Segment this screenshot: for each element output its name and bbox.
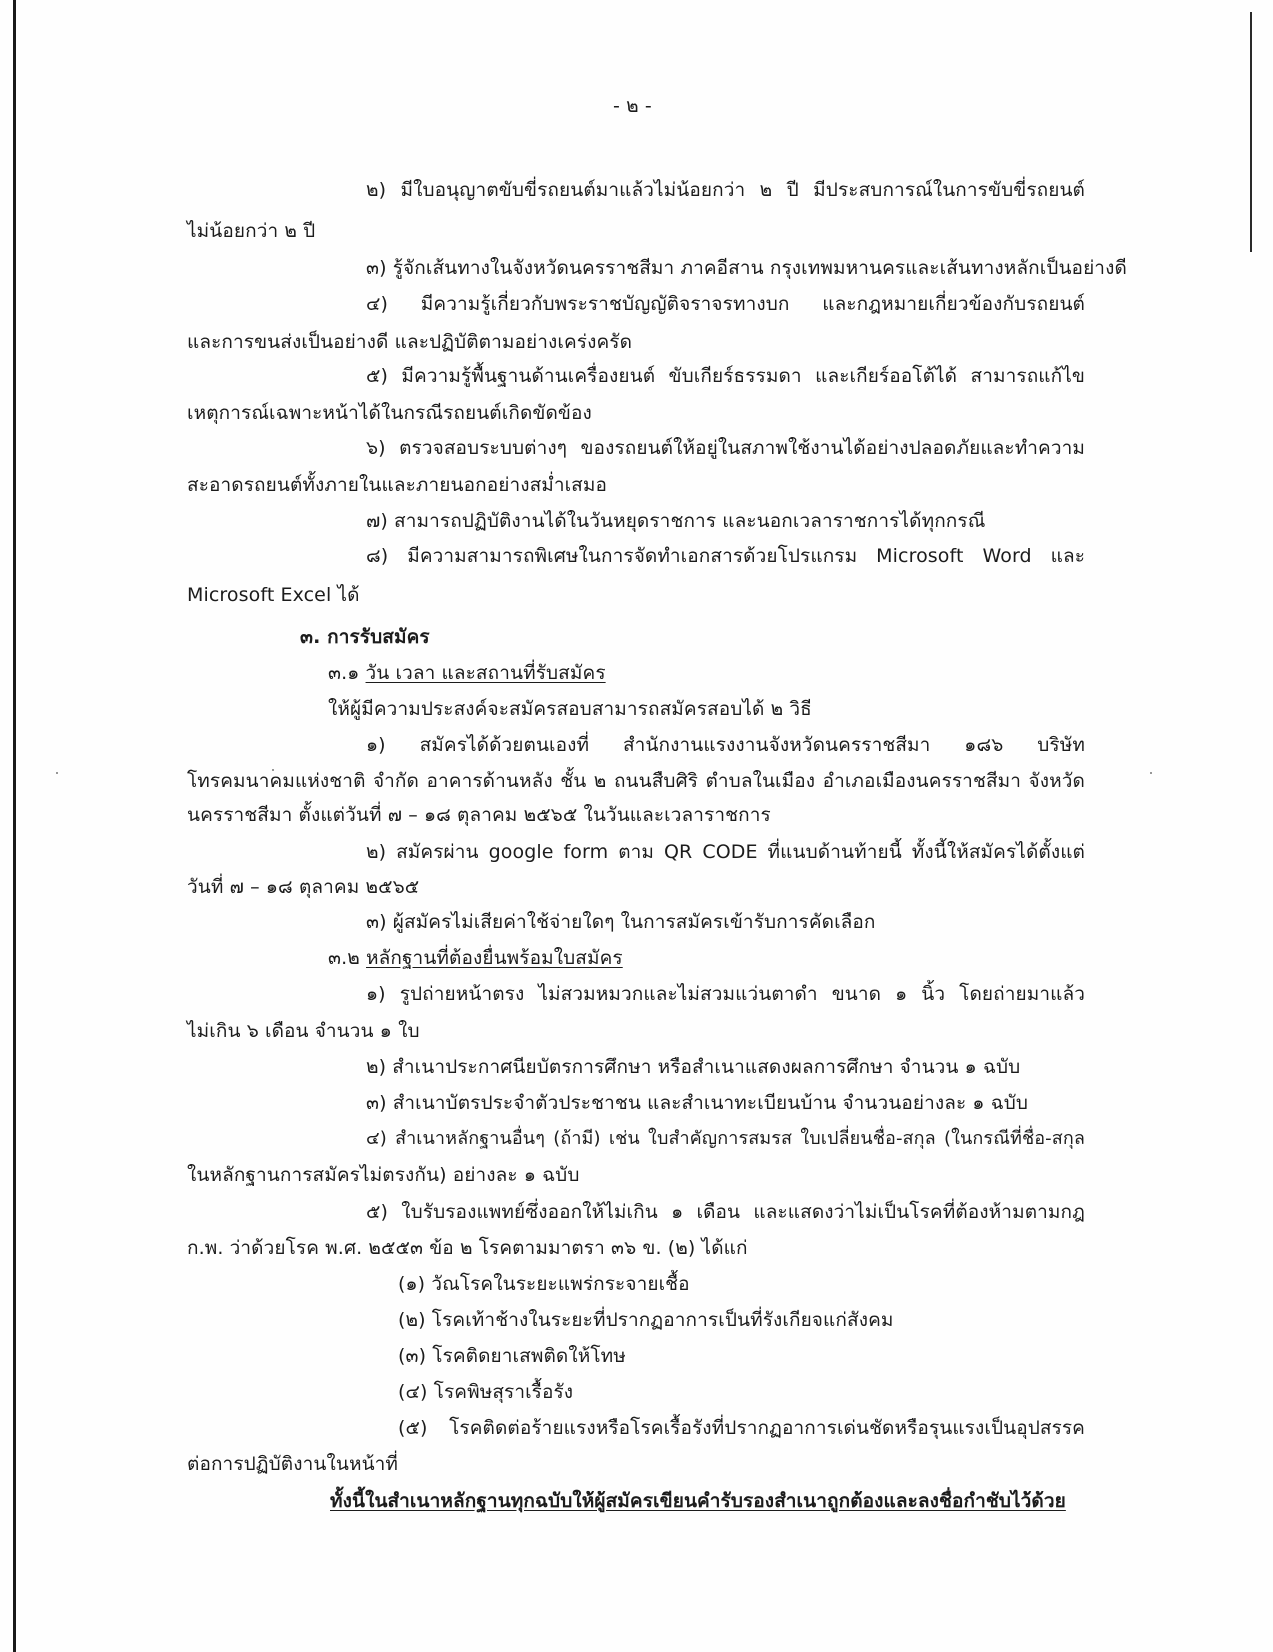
page-number: - ๒ -	[613, 95, 652, 117]
item-4-line-1: ๔) มีความรู้เกี่ยวกับพระราชบัญญัติจราจรทางบก และกฎหมายเกี่ยวข้องกับรถยนต์	[366, 293, 1085, 315]
disease-2: (๒) โรคเท้าช้างในระยะที่ปรากฏอาการเป็นที่รังเกียจแก่สังคม	[398, 1309, 894, 1331]
subsection-3-1-heading	[328, 660, 606, 686]
item-6-line-1: ๖) ตรวจสอบระบบต่างๆ ของรถยนต์ให้อยู่ในสภาพใช้งานได้อย่างปลอดภัยและทำความ	[366, 437, 1085, 459]
item-2-line-1: ๒) มีใบอนุญาตขับขี่รถยนต์มาแล้วไม่น้อยกว่า ๒ ปี มีประสบการณ์ในการขับขี่รถยนต์	[366, 179, 1085, 201]
doc-4-line-2: ในหลักฐานการสมัครไม่ตรงกัน) อย่างละ ๑ ฉบับ	[187, 1164, 580, 1186]
subsection-3-1-title: วัน เวลา และสถานที่รับสมัคร	[365, 662, 606, 684]
item-2-line-2: ไม่น้อยกว่า ๒ ปี	[187, 220, 316, 242]
item-8-line-2: Microsoft Excel ได้	[187, 584, 360, 606]
apply-3-line-1: ๓) ผู้สมัครไม่เสียค่าใช้จ่ายใดๆ ในการสมัครเข้ารับการคัดเลือก	[366, 911, 876, 933]
item-6-line-2: สะอาดรถยนต์ทั้งภายในและภายนอกอย่างสม่ำเสมอ	[187, 474, 608, 496]
disease-5-continued: ต่อการปฏิบัติงานในหน้าที่	[187, 1453, 399, 1475]
apply-intro: ให้ผู้มีความประสงค์จะสมัครสอบสามารถสมัครสอบได้ ๒ วิธี	[328, 698, 812, 720]
item-8-line-1: ๘) มีความสามารถพิเศษในการจัดทำเอกสารด้วยโปรแกรม Microsoft Word และ	[366, 545, 1085, 567]
disease-4: (๔) โรคพิษสุราเรื้อรัง	[398, 1381, 574, 1403]
section-3-heading: ๓. การรับสมัคร	[300, 626, 430, 648]
scan-left-edge	[13, 0, 16, 1652]
doc-5-line-1: ๕) ใบรับรองแพทย์ซึ่งออกให้ไม่เกิน ๑ เดือน และแสดงว่าไม่เป็นโรคที่ต้องห้ามตามกฎ	[366, 1201, 1085, 1223]
disease-1: (๑) วัณโรคในระยะแพร่กระจายเชื้อ	[398, 1273, 690, 1295]
closing-note: ทั้งนี้ในสำเนาหลักฐานทุกฉบับให้ผู้สมัครเขียนคำรับรองสำเนาถูกต้องและลงชื่อกำชับไว้ด้วย	[330, 1490, 1066, 1512]
apply-1-line-2: โทรคมนาคมแห่งชาติ จำกัด อาคารด้านหลัง ชั้น ๒ ถนนสืบศิริ ตำบลในเมือง อำเภอเมืองนครราชสีมา จังหวัด	[187, 770, 1085, 792]
item-5-line-1: ๕) มีความรู้พื้นฐานด้านเครื่องยนต์ ขับเกียร์ธรรมดา และเกียร์ออโต้ได้ สามารถแก้ไข	[366, 365, 1085, 387]
doc-5-line-2: ก.พ. ว่าด้วยโรค พ.ศ. ๒๕๕๓ ข้อ ๒ โรคตามมาตรา ๓๖ ข. (๒) ได้แก่	[187, 1237, 748, 1259]
disease-5: (๕) โรคติดต่อร้ายแรงหรือโรคเรื้อรังที่ปรากฏอาการเด่นชัดหรือรุนแรงเป็นอุปสรรค	[398, 1417, 1085, 1439]
item-3-line-1: ๓) รู้จักเส้นทางในจังหวัดนครราชสีมา ภาคอีสาน กรุงเทพมหานครและเส้นทางหลักเป็นอย่างดี	[366, 257, 1127, 279]
apply-2-line-2: วันที่ ๗ – ๑๘ ตุลาคม ๒๕๖๕	[187, 876, 420, 898]
doc-4-line-1: ๔) สำเนาหลักฐานอื่นๆ (ถ้ามี) เช่น ใบสำคัญการสมรส ใบเปลี่ยนชื่อ-สกุล (ในกรณีที่ชื่อ-สกุล	[366, 1128, 1085, 1149]
subsection-3-2-number: ๓.๒	[328, 947, 360, 969]
scan-speck	[1150, 772, 1152, 774]
scan-speck	[56, 772, 58, 774]
scan-right-edge	[1250, 12, 1252, 252]
item-5-line-2: เหตุการณ์เฉพาะหน้าได้ในกรณีรถยนต์เกิดขัดข้อง	[187, 402, 592, 424]
item-4-line-2: และการขนส่งเป็นอย่างดี และปฏิบัติตามอย่างเคร่งครัด	[187, 331, 633, 353]
apply-1-line-3: นครราชสีมา ตั้งแต่วันที่ ๗ – ๑๘ ตุลาคม ๒๕๖๕ ในวันและเวลาราชการ	[187, 804, 771, 826]
disease-3: (๓) โรคติดยาเสพติดให้โทษ	[398, 1345, 626, 1367]
subsection-3-2-title: หลักฐานที่ต้องยื่นพร้อมใบสมัคร	[366, 947, 623, 969]
apply-2-line-1: ๒) สมัครผ่าน google form ตาม QR CODE ที่แนบด้านท้ายนี้ ทั้งนี้ให้สมัครได้ตั้งแต่	[366, 841, 1085, 863]
doc-2-line-1: ๒) สำเนาประกาศนียบัตรการศึกษา หรือสำเนาแสดงผลการศึกษา จำนวน ๑ ฉบับ	[366, 1056, 1021, 1078]
item-7-line-1: ๗) สามารถปฏิบัติงานได้ในวันหยุดราชการ และนอกเวลาราชการได้ทุกกรณี	[366, 510, 986, 532]
apply-1-line-1: ๑) สมัครได้ด้วยตนเองที่ สำนักงานแรงงานจังหวัดนครราชสีมา ๑๘๖ บริษัท	[366, 734, 1085, 756]
subsection-3-1-number: ๓.๑	[328, 662, 360, 684]
subsection-3-2-heading	[328, 945, 623, 971]
doc-1-line-2: ไม่เกิน ๖ เดือน จำนวน ๑ ใบ	[187, 1020, 420, 1042]
doc-3-line-1: ๓) สำเนาบัตรประจำตัวประชาชน และสำเนาทะเบียนบ้าน จำนวนอย่างละ ๑ ฉบับ	[366, 1092, 1029, 1114]
doc-1-line-1: ๑) รูปถ่ายหน้าตรง ไม่สวมหมวกและไม่สวมแว่นตาดำ ขนาด ๑ นิ้ว โดยถ่ายมาแล้ว	[366, 983, 1085, 1005]
